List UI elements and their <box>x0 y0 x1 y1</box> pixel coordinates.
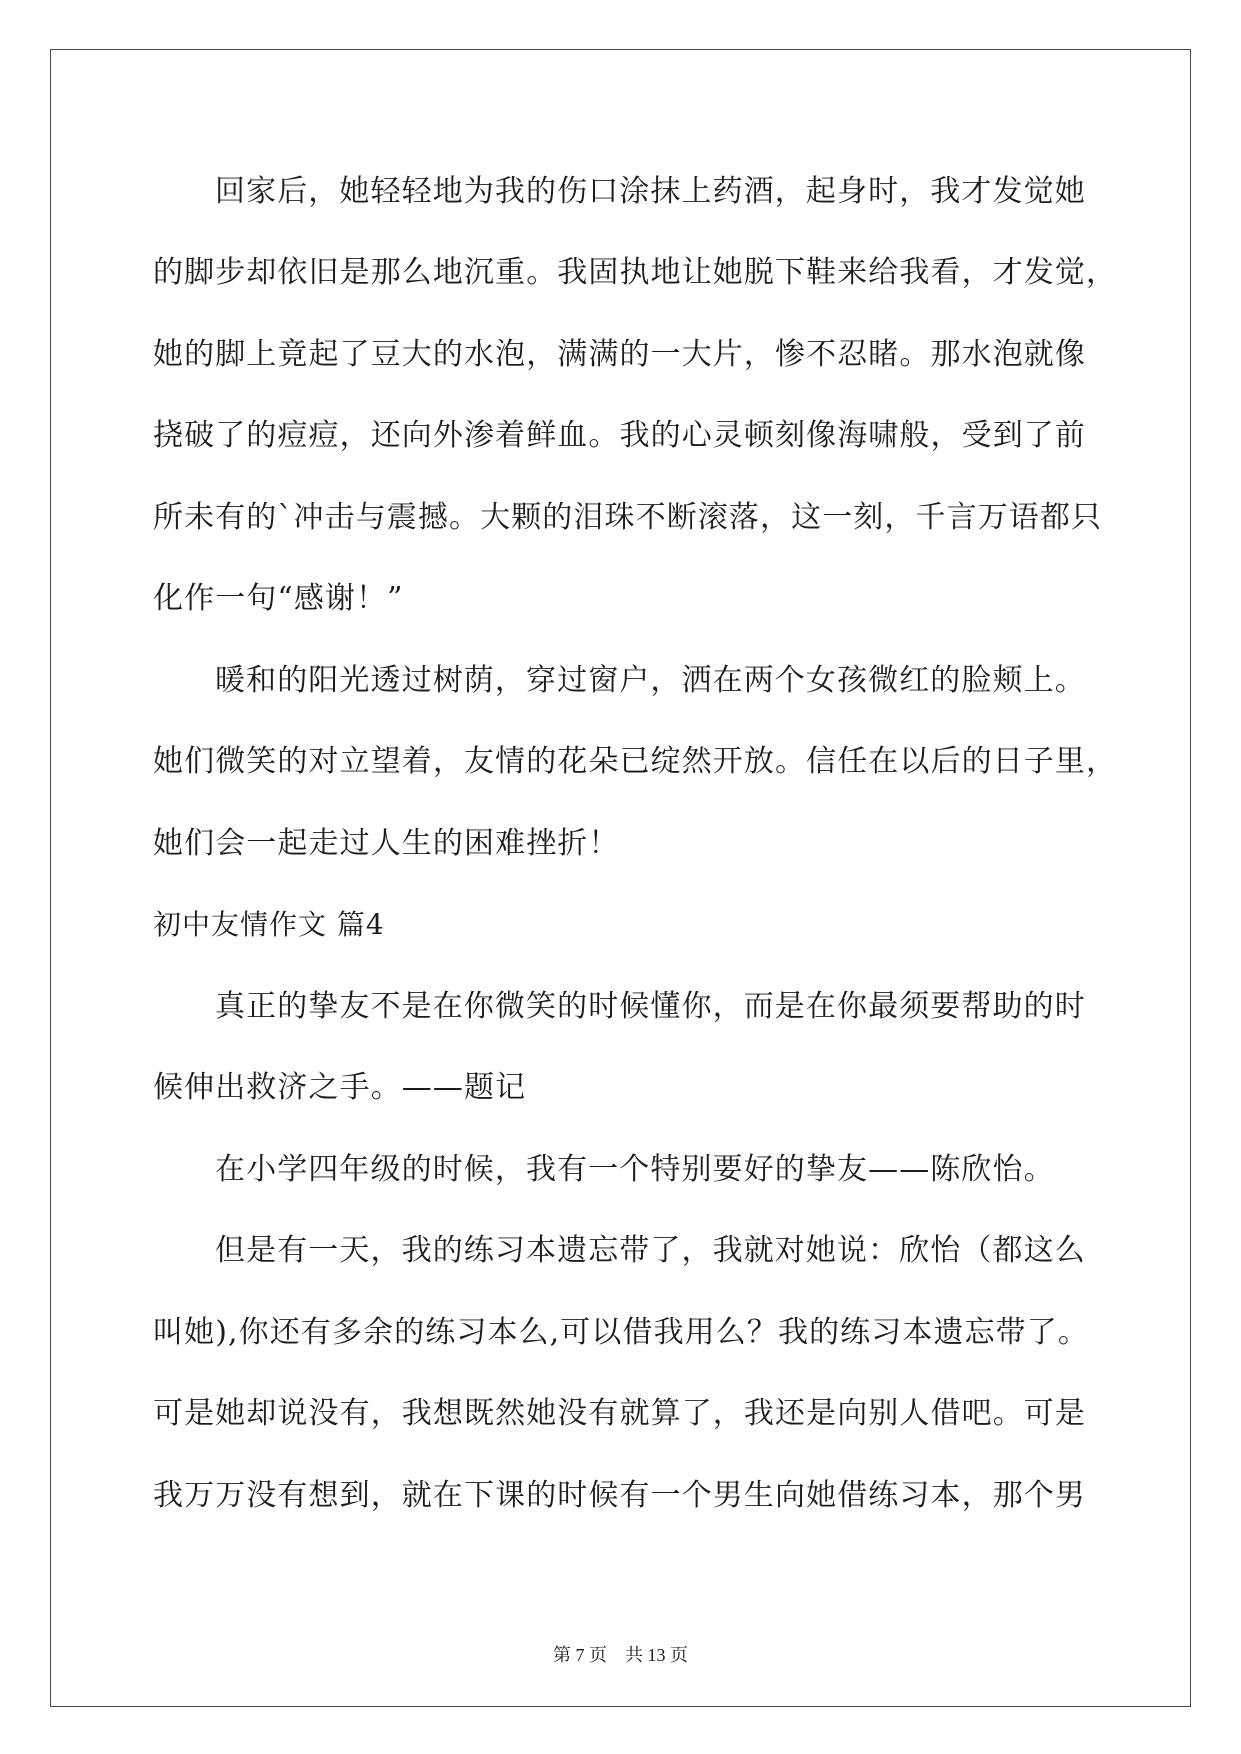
paragraph-line: 她们会一起走过人生的困难挫折！ <box>153 826 620 861</box>
paragraph-line: 化作一句“感谢！” <box>153 581 404 616</box>
page-footer <box>0 1645 1241 1665</box>
total-page-count: 共 13 页 <box>625 1645 688 1665</box>
paragraph-line: 所未有的`冲击与震撼。大颗的泪珠不断滚落，这一刻，千言万语都只 <box>153 500 1103 535</box>
section-heading: 初中友情作文 篇4 <box>153 908 385 941</box>
current-page-number: 第 7 页 <box>553 1645 607 1665</box>
paragraph-line: 她的脚上竟起了豆大的水泡，满满的一大片，惨不忍睹。那水泡就像 <box>153 337 1086 372</box>
paragraph-line: 的脚步却依旧是那么地沉重。我固执地让她脱下鞋来给我看，才发觉， <box>153 255 1118 290</box>
paragraph-line: 暖和的阳光透过树荫，穿过窗户，洒在两个女孩微红的脸颊上。 <box>215 663 1086 698</box>
page-border <box>50 49 1191 1707</box>
paragraph-line: 挠破了的痘痘，还向外渗着鲜血。我的心灵顿刻像海啸般，受到了前 <box>153 418 1086 453</box>
paragraph-line: 我万万没有想到，就在下课的时候有一个男生向她借练习本，那个男 <box>153 1478 1086 1513</box>
paragraph-line: 她们微笑的对立望着，友情的花朵已绽然开放。信任在以后的日子里， <box>153 744 1118 779</box>
paragraph-line: 但是有一天，我的练习本遗忘带了，我就对她说：欣怡（都这么 <box>215 1233 1086 1268</box>
paragraph-line: 回家后，她轻轻地为我的伤口涂抹上药酒，起身时，我才发觉她 <box>215 174 1086 209</box>
paragraph-line: 在小学四年级的时候，我有一个特别要好的挚友——陈欣怡。 <box>215 1152 1055 1187</box>
paragraph-line: 可是她却说没有，我想既然她没有就算了，我还是向别人借吧。可是 <box>153 1396 1086 1431</box>
paragraph-line: 候伸出救济之手。——题记 <box>153 1070 527 1105</box>
paragraph-line: 叫她),你还有多余的练习本么,可以借我用么？我的练习本遗忘带了。 <box>153 1315 1089 1350</box>
paragraph-line: 真正的挚友不是在你微笑的时候懂你，而是在你最须要帮助的时 <box>215 989 1086 1024</box>
